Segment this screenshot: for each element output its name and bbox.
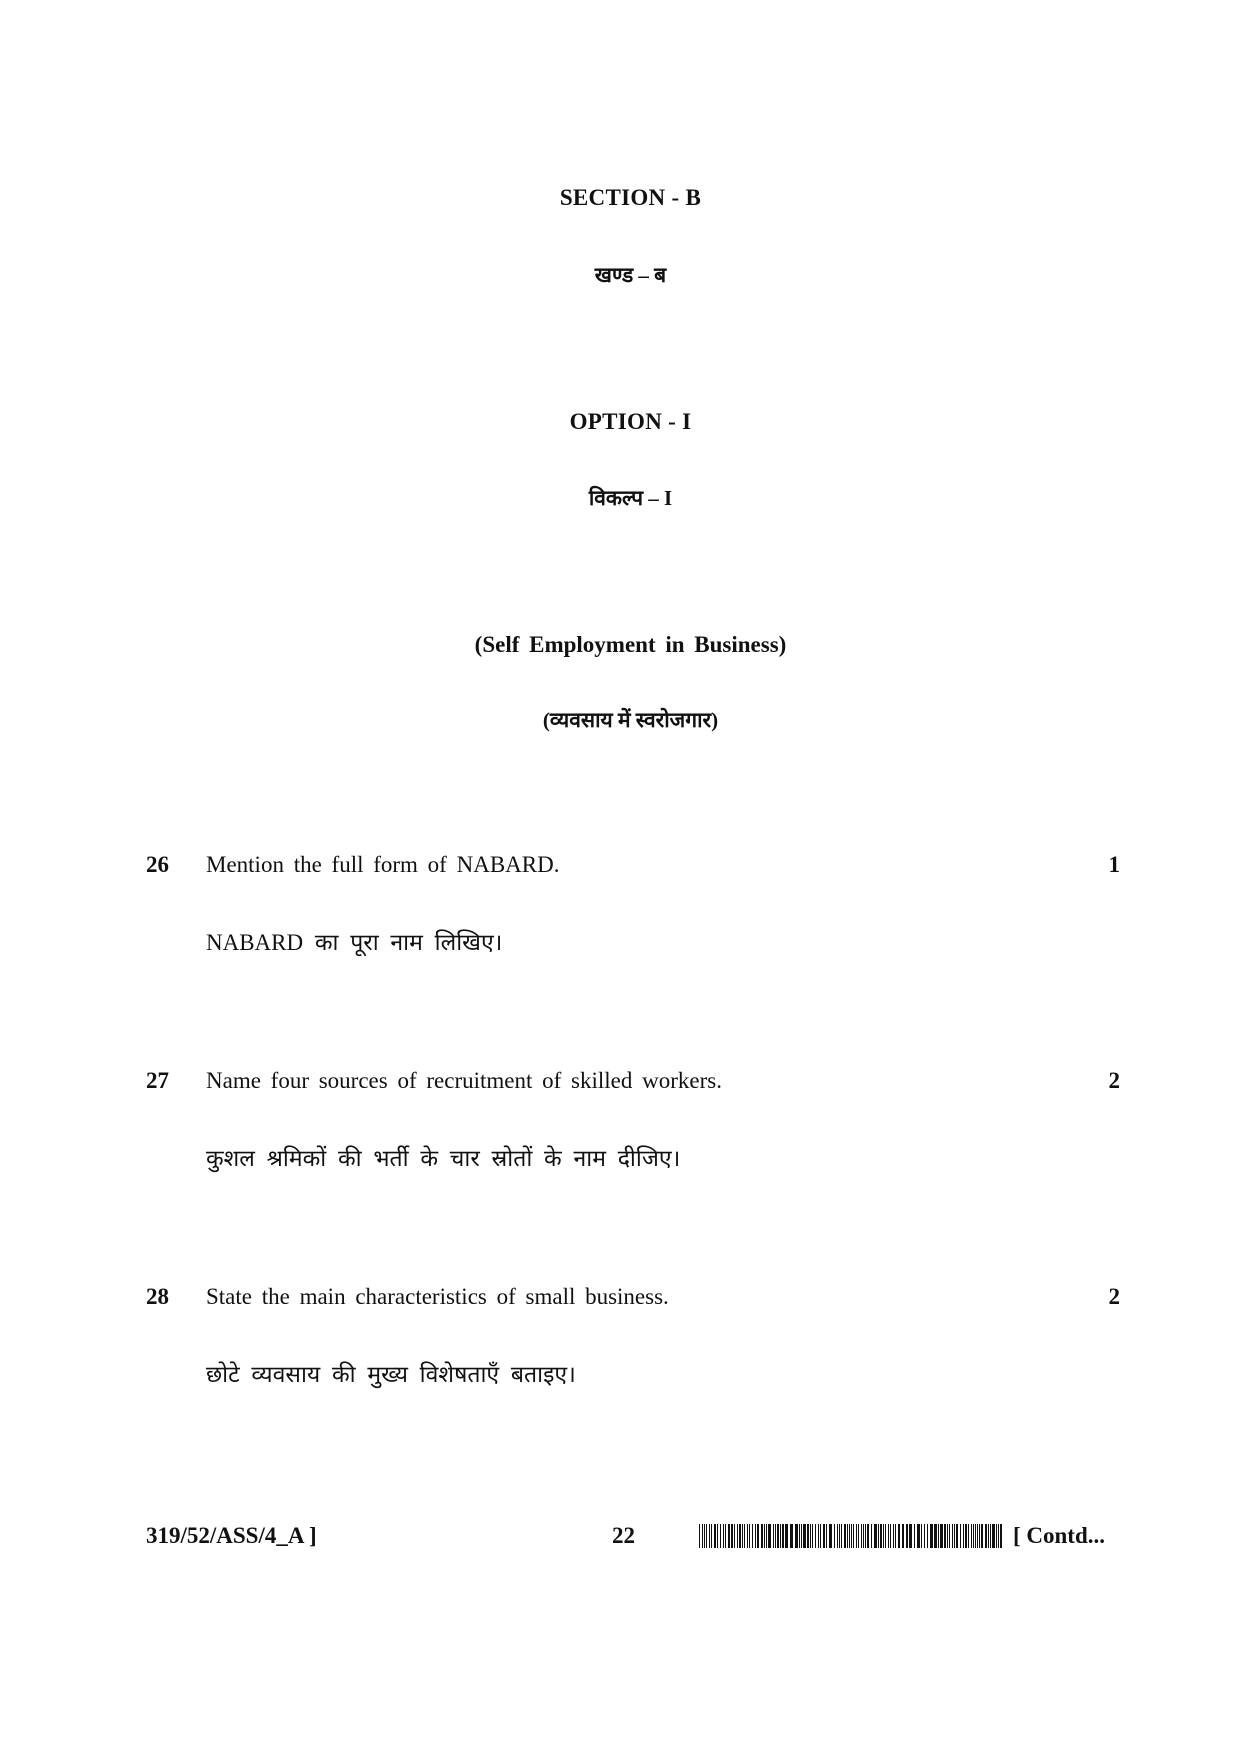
barcode-bar	[801, 1524, 802, 1548]
barcode-bar	[777, 1524, 779, 1548]
barcode-bar	[717, 1524, 718, 1548]
barcode-bar	[909, 1524, 912, 1548]
barcode-bar	[902, 1524, 904, 1548]
barcode-bar	[906, 1524, 908, 1548]
barcode-bar	[844, 1524, 846, 1548]
barcode-bar	[998, 1524, 999, 1548]
barcode-bar	[985, 1524, 987, 1548]
barcode-bar	[865, 1524, 866, 1548]
barcode-bar	[893, 1524, 894, 1548]
barcode-bar	[829, 1524, 832, 1548]
barcode-bar	[853, 1524, 854, 1548]
barcode-bar	[815, 1524, 816, 1548]
barcode-bar	[702, 1524, 703, 1548]
barcode-bar	[785, 1524, 788, 1548]
barcode-bar	[731, 1524, 733, 1548]
barcode-bar	[761, 1524, 763, 1548]
question-marks: 2	[1108, 1068, 1120, 1093]
barcode-bar	[752, 1524, 753, 1548]
barcode-bar	[971, 1524, 972, 1548]
barcode-bar	[812, 1524, 813, 1548]
continued-marker: [ Contd...	[1013, 1523, 1106, 1548]
barcode-bar	[871, 1524, 872, 1548]
barcode-bar	[849, 1524, 850, 1548]
barcode-bar	[773, 1524, 774, 1548]
barcode-bar	[988, 1524, 989, 1548]
barcode-bar	[782, 1524, 784, 1548]
barcode-bar	[977, 1524, 978, 1548]
barcode-bar	[952, 1524, 953, 1548]
section-title: SECTION - B	[559, 185, 702, 210]
question-text: Mention the full form of NABARD.	[206, 852, 560, 877]
barcode-bar	[780, 1524, 781, 1548]
barcode-bar	[867, 1524, 869, 1548]
barcode-bar	[706, 1524, 707, 1548]
barcode-bar	[954, 1524, 955, 1548]
barcode-bar	[790, 1524, 793, 1548]
barcode-bar	[764, 1524, 765, 1548]
barcode-bar	[841, 1524, 842, 1548]
question-number: 26	[146, 852, 169, 877]
barcode-bar	[714, 1524, 716, 1548]
barcode-bar	[856, 1524, 857, 1548]
barcode-bar	[861, 1524, 862, 1548]
barcode-bar	[837, 1524, 838, 1548]
barcode-bar	[734, 1524, 735, 1548]
barcode-bar	[807, 1524, 809, 1548]
question-text-hindi: NABARD का पूरा नाम लिखिए।	[206, 930, 503, 955]
barcode-bar	[921, 1524, 922, 1548]
barcode-bar	[775, 1524, 776, 1548]
barcode-bar	[723, 1524, 724, 1548]
barcode-bar	[992, 1524, 995, 1548]
barcode-bar	[720, 1524, 721, 1548]
barcode-bar	[704, 1524, 705, 1548]
barcode-bar	[834, 1524, 835, 1548]
barcode-bar	[890, 1524, 891, 1548]
barcode-bar	[1000, 1524, 1002, 1548]
barcode-bar	[863, 1524, 864, 1548]
paper-code: 319/52/ASS/4_A ]	[146, 1523, 317, 1548]
barcode-bar	[742, 1524, 743, 1548]
question-text: State the main characteristics of small business.	[206, 1284, 669, 1309]
barcode-bar	[927, 1524, 928, 1548]
barcode-bar	[878, 1524, 879, 1548]
barcode-bar	[737, 1524, 738, 1548]
barcode-bar	[823, 1524, 825, 1548]
barcode-bar	[940, 1524, 943, 1548]
barcode-bar	[709, 1524, 710, 1548]
barcode-bar	[818, 1524, 819, 1548]
barcode-bar	[826, 1524, 827, 1548]
barcode-bar	[725, 1524, 726, 1548]
subject-title: (Self Employment in Business)	[474, 632, 787, 657]
question-text-hindi: छोटे व्यवसाय की मुख्य विशेषताएँ बताइए।	[206, 1362, 576, 1387]
question-number: 27	[146, 1068, 169, 1093]
barcode-bar	[839, 1524, 840, 1548]
question-number: 28	[146, 1284, 169, 1309]
barcode-bar	[885, 1524, 886, 1548]
barcode-bar	[990, 1524, 991, 1548]
question-text: Name four sources of recruitment of skilled workers.	[206, 1068, 722, 1093]
option-title-hindi: विकल्प – I	[588, 486, 673, 510]
barcode-bar	[963, 1524, 964, 1548]
barcode-bar	[728, 1524, 730, 1548]
barcode-bar	[960, 1524, 961, 1548]
barcode-bar	[699, 1524, 700, 1548]
barcode-bar	[973, 1524, 974, 1548]
barcode-bar	[975, 1524, 976, 1548]
barcode-bar	[747, 1524, 748, 1548]
barcode-bar	[924, 1524, 925, 1548]
barcode-bar	[795, 1524, 798, 1548]
barcode-bar	[944, 1524, 946, 1548]
barcode-bar	[711, 1524, 712, 1548]
subject-title-hindi: (व्यवसाय में स्वरोजगार)	[542, 708, 719, 732]
barcode-bar	[799, 1524, 800, 1548]
barcode-bar	[917, 1524, 920, 1548]
barcode-bar	[934, 1524, 937, 1548]
barcode-bar	[768, 1524, 771, 1548]
barcode-bar	[979, 1524, 980, 1548]
barcode-bar	[968, 1524, 969, 1548]
barcode-bar	[956, 1524, 958, 1548]
barcode-bar	[757, 1524, 759, 1548]
barcode-bar	[847, 1524, 848, 1548]
barcode-bar	[820, 1524, 821, 1548]
barcode-bar	[883, 1524, 884, 1548]
barcode-bar	[981, 1524, 983, 1548]
section-title-hindi: खण्ड – ब	[594, 263, 667, 287]
barcode-bar	[739, 1524, 741, 1548]
barcode	[699, 1524, 1005, 1548]
barcode-bar	[949, 1524, 950, 1548]
question-text-hindi: कुशल श्रमिकों की भर्ती के चार स्रोतों के नाम दीजिए।	[206, 1146, 681, 1171]
barcode-bar	[895, 1524, 896, 1548]
barcode-bar	[930, 1524, 933, 1548]
barcode-bar	[898, 1524, 900, 1548]
barcode-bar	[947, 1524, 948, 1548]
barcode-bar	[880, 1524, 882, 1548]
page-number: 22	[612, 1523, 635, 1548]
barcode-bar	[996, 1524, 997, 1548]
barcode-bar	[810, 1524, 811, 1548]
question-marks: 2	[1108, 1284, 1120, 1309]
barcode-bar	[803, 1524, 806, 1548]
question-marks: 1	[1108, 852, 1120, 877]
barcode-bar	[766, 1524, 767, 1548]
barcode-bar	[888, 1524, 889, 1548]
barcode-bar	[851, 1524, 852, 1548]
barcode-bar	[914, 1524, 915, 1548]
barcode-bar	[965, 1524, 967, 1548]
barcode-bar	[938, 1524, 939, 1548]
barcode-bar	[744, 1524, 745, 1548]
barcode-bar	[858, 1524, 859, 1548]
barcode-bar	[874, 1524, 877, 1548]
barcode-bar	[755, 1524, 756, 1548]
barcode-bar	[749, 1524, 750, 1548]
option-title: OPTION - I	[569, 409, 692, 434]
